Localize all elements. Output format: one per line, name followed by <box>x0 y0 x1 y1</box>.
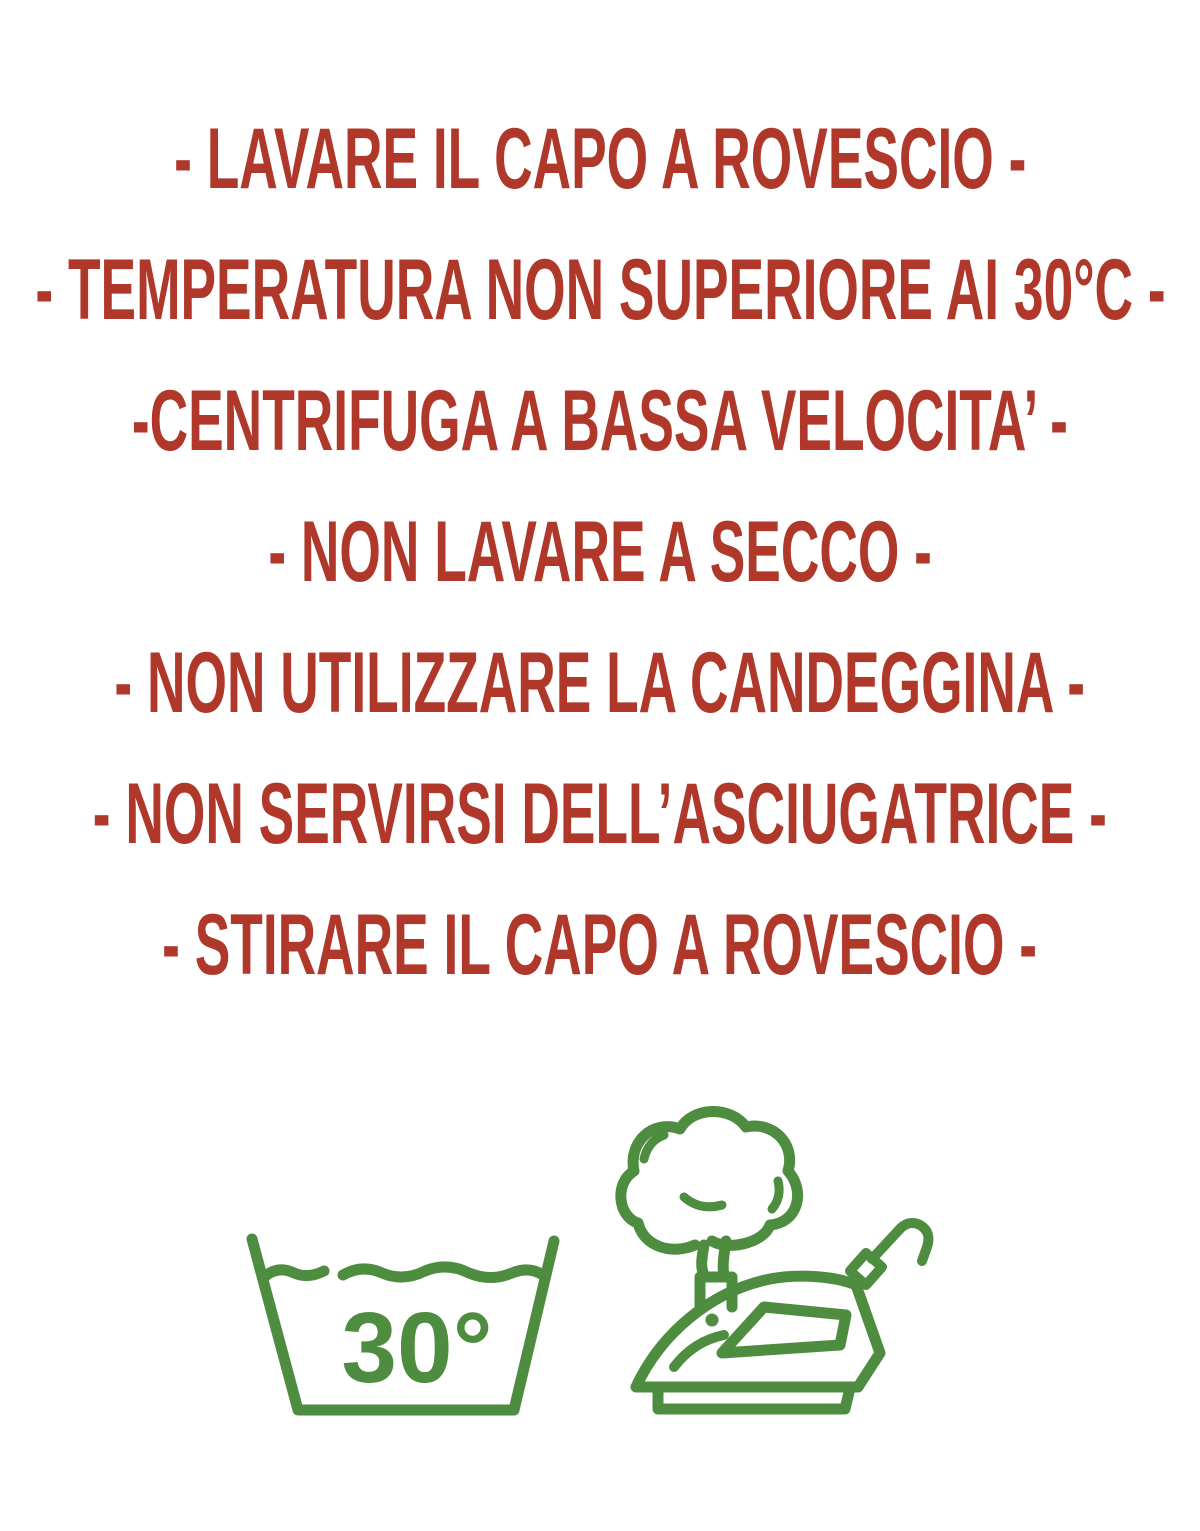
basin-waterline-left <box>264 1270 324 1277</box>
steam-iron-icon <box>600 1095 960 1425</box>
care-icons-row <box>240 1095 960 1425</box>
care-line-1-text: - LAVARE IL CAPO A ROVESCIO - <box>173 111 1027 207</box>
care-line-5 <box>0 618 1200 749</box>
care-line-2-text: - TEMPERATURA NON SUPERIORE AI 30°C - <box>34 242 1166 338</box>
care-line-6 <box>0 749 1200 880</box>
care-line-6-text: - NON SERVIRSI DELL’ASCIUGATRICE - <box>92 766 1108 862</box>
iron-cord <box>872 1223 928 1261</box>
iron-handle-window <box>722 1307 846 1353</box>
steam-column-right <box>723 1241 726 1275</box>
care-line-7 <box>0 880 1200 1011</box>
care-line-4 <box>0 487 1200 618</box>
care-line-4-text: - NON LAVARE A SECCO - <box>268 504 932 600</box>
iron-accent-dot <box>706 1314 719 1327</box>
basin-temperature-label: 30° <box>341 1292 493 1404</box>
steam-column-left <box>702 1245 704 1275</box>
care-line-3 <box>0 356 1200 487</box>
steam-cloud-accent-middle <box>684 1197 722 1207</box>
care-line-2 <box>0 225 1200 356</box>
care-line-1 <box>0 94 1200 225</box>
care-line-7-text: - STIRARE IL CAPO A ROVESCIO - <box>162 897 1038 993</box>
steam-cloud-accent-right <box>772 1181 779 1209</box>
care-line-3-text: -CENTRIFUGA A BASSA VELOCITA’ - <box>131 373 1069 469</box>
basin-waterline-main <box>343 1267 543 1278</box>
care-line-5-text: - NON UTILIZZARE LA CANDEGGINA - <box>114 635 1086 731</box>
steam-cloud-outline <box>621 1111 798 1249</box>
iron-accent-dash <box>674 1335 724 1367</box>
wash-basin-30-icon <box>240 1225 570 1425</box>
